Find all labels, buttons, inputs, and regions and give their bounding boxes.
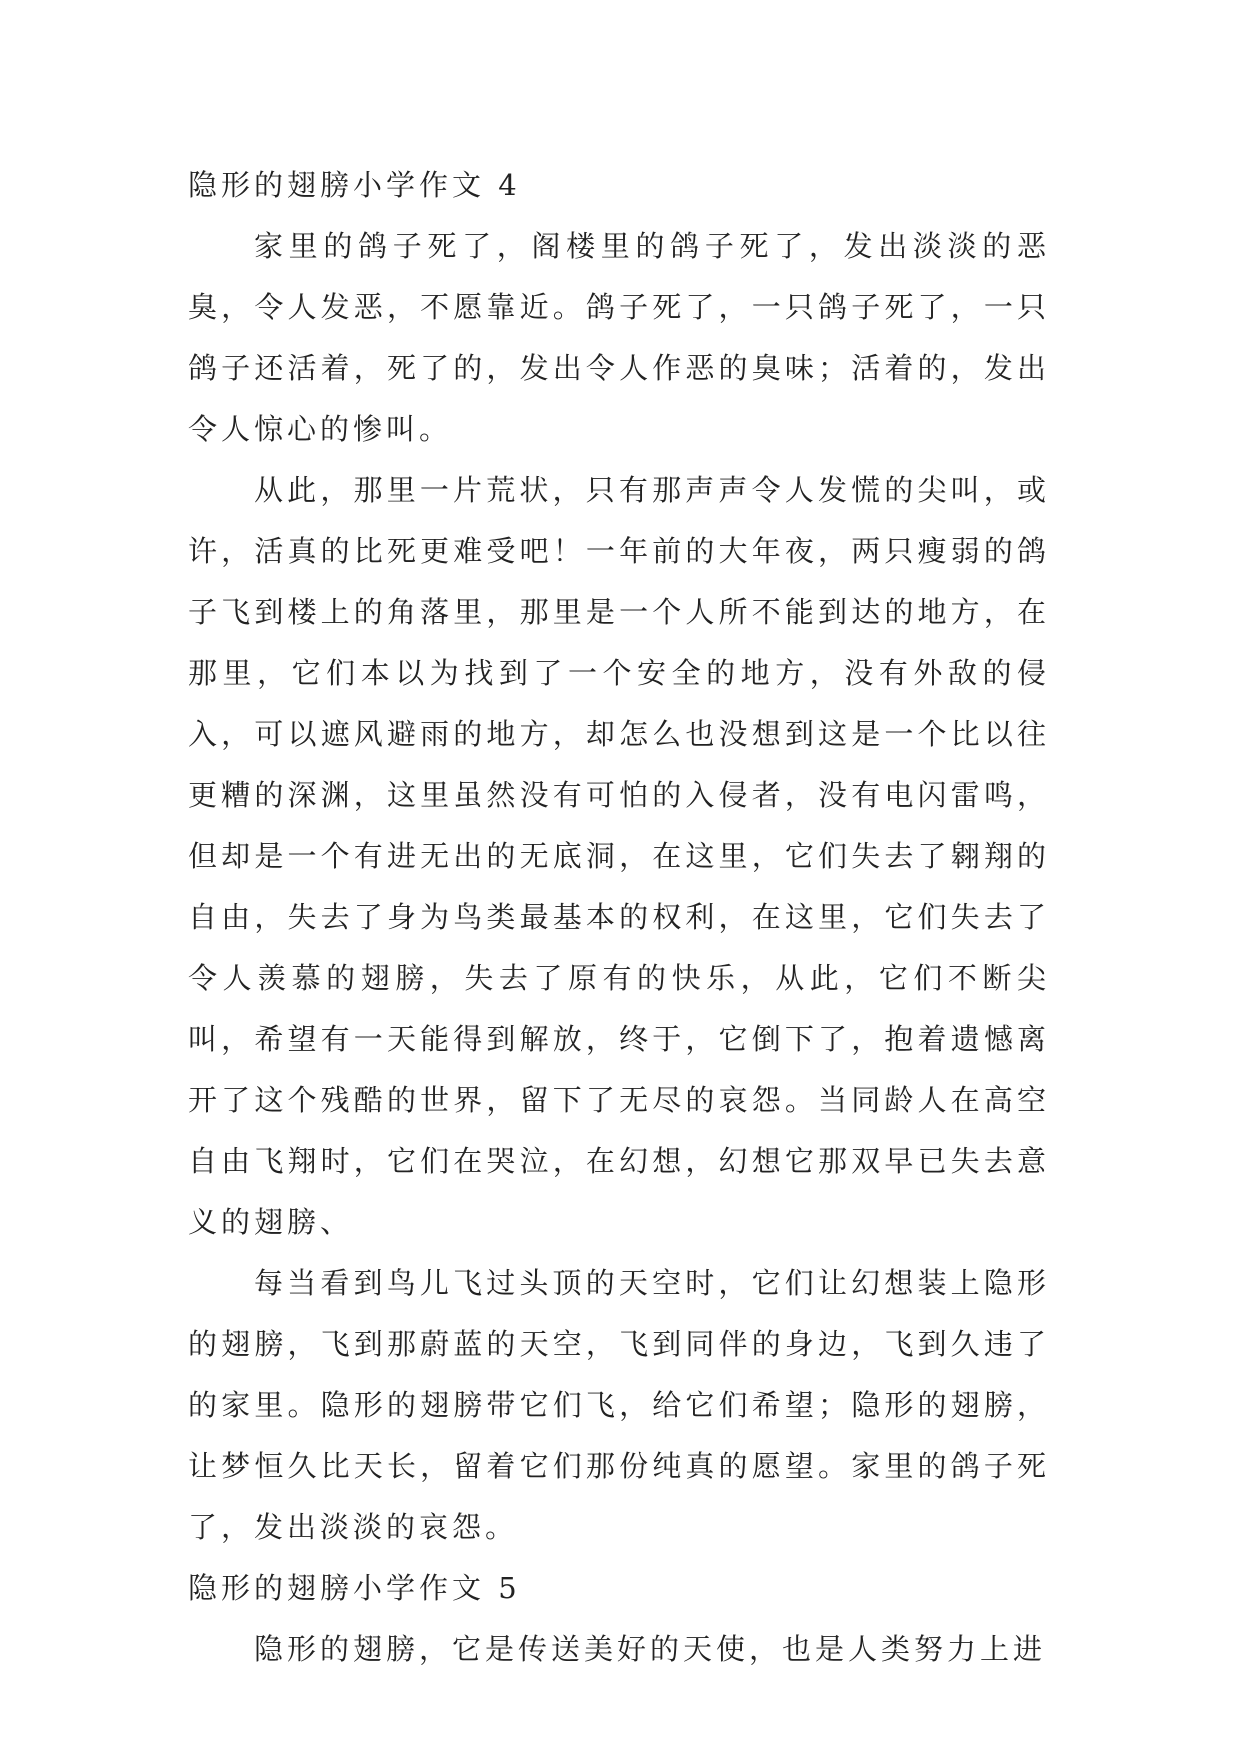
section-title-5: 隐形的翅膀小学作文 5 bbox=[188, 1571, 521, 1605]
document-body bbox=[188, 155, 1050, 1680]
paragraph: 从此，那里一片荒状，只有那声声令人发慌的尖叫，或许，活真的比死更难受吧！一年前的大年夜，两只瘦弱的鸽子飞到楼上的角落里，那里是一个人所不能到达的地方，在那里，它们本以为找到了一个安全的地方，没有外敌的侵入，可以遮风避雨的地方，却怎么也没想到这是一个比以往更糟的深渊，这里虽然没有可怕的入侵者，没有电闪雷鸣，但却是一个有进无出的无底洞，在这里，它们失去了翱翔的自由，失去了身为鸟类最基本的权利，在这里，它们失去了令人羡慕的翅膀，失去了原有的快乐，从此，它们不断尖叫，希望有一天能得到解放，终于，它倒下了，抱着遗憾离开了这个残酷的世界，留下了无尽的哀怨。当同龄人在高空自由飞翔时，它们在哭泣，在幻想，幻想它那双早已失去意义的翅膀、 bbox=[188, 473, 1050, 1239]
paragraph: 隐形的翅膀，它是传送美好的天使，也是人类努力上进 bbox=[254, 1632, 1047, 1666]
section-title-4: 隐形的翅膀小学作文 4 bbox=[188, 168, 521, 202]
paragraph: 家里的鸽子死了，阁楼里的鸽子死了，发出淡淡的恶臭，令人发恶，不愿靠近。鸽子死了，一只鸽子死了，一只鸽子还活着，死了的，发出令人作恶的臭味；活着的，发出令人惊心的惨叫。 bbox=[188, 229, 1050, 446]
paragraph: 每当看到鸟儿飞过头顶的天空时，它们让幻想装上隐形的翅膀，飞到那蔚蓝的天空，飞到同伴的身边，飞到久违了的家里。隐形的翅膀带它们飞，给它们希望；隐形的翅膀，让梦恒久比天长，留着它们那份纯真的愿望。家里的鸽子死了，发出淡淡的哀怨。 bbox=[188, 1266, 1050, 1544]
